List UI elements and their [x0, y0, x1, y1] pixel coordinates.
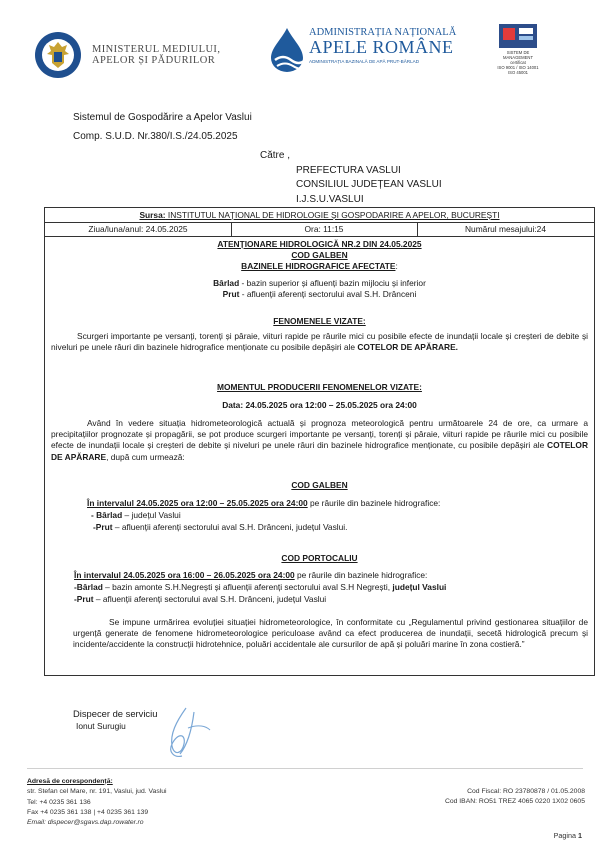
address-line: str. Stefan cel Mare, nr. 191, Vaslui, jud. Vaslui: [27, 788, 167, 796]
recipient-item: PREFECTURA VASLUI: [296, 165, 401, 176]
iso-line: certificat: [510, 60, 526, 65]
situation-text: [51, 418, 588, 463]
source-label: Sursa:: [139, 210, 166, 220]
yellow-item-name: - Bârlad: [91, 510, 123, 520]
ministry-line1: MINISTERUL MEDIULUI,: [92, 44, 221, 55]
footer-address: [27, 777, 167, 828]
yellow-interval-rest: pe râurile din bazinele hidrografice:: [307, 498, 441, 508]
yellow-interval: În intervalul 24.05.2025 ora 12:00 – 25.05.2025 ora 24:00: [87, 498, 308, 508]
orange-interval: În intervalul 24.05.2025 ora 16:00 – 26.05.2025 ora 24:00: [74, 570, 295, 580]
iso-line: ISO 45001: [507, 70, 529, 75]
footer-fiscal: [445, 787, 585, 808]
closing-text: Se impune urmărirea evoluției situației hidrometeorologice, în conformitate cu „Regulamentul privind gestionarea situațiilor de urgență generate de fenomene hidrometeorologice periculoase având ca efect producerea de inundații, secetă hidrologică precum și incidente/accidente la construcții hidrotehnice, poluări accidentale ale cursurilor de apă și poluări marine în zona costieră.”: [73, 617, 588, 650]
basin-desc: - afluenții aferenți sectorului aval S.H. Drânceni: [239, 289, 417, 299]
warning-code: COD GALBEN: [291, 250, 348, 260]
basin-item: [45, 278, 594, 288]
iso-line: ISO 9001 / ISO 14001: [497, 65, 539, 70]
email-link[interactable]: Email: dispecer@sgavs.dap.rowater.ro: [27, 819, 144, 827]
footer-separator: [27, 768, 583, 769]
orange-interval-row: [74, 570, 427, 580]
situation-body: Având în vedere situația hidrometeorologică actuală și prognoza meteorologică pentru următoarele 24 de ore, ca urmare a precipitațiilor prognozate și propagării, se pot produce scurgeri importante pe versanți, torenți și pâraie, viituri rapide pe râurile mici cu posibile efecte de inundații locale și creșteri de debite și niveluri pe unele râuri din bazinele hidrografice menționate, cu posibile depășiri ale: [51, 418, 588, 451]
basin-desc: - bazin superior și afluenți bazin mijlociu și inferior: [239, 278, 426, 288]
moment-heading: MOMENTUL PRODUCERII FENOMENELOR VIZATE:: [217, 382, 422, 392]
fax-line: Fax +4 0235 361 138 | +4 0235 361 139: [27, 808, 149, 816]
moment-date: Data: 24.05.2025 ora 12:00 – 25.05.2025 ora 24:00: [222, 400, 417, 410]
yellow-item-name: -Prut: [93, 522, 113, 532]
orange-interval-rest: pe râurile din bazinele hidrografice:: [294, 570, 428, 580]
time-cell: Ora: 11:15: [304, 224, 344, 234]
situation-bold: COTELOR DE APĂRARE: [51, 440, 588, 462]
iso-text: [494, 50, 542, 75]
warning-box: [44, 207, 595, 676]
page-label: Pagina: [553, 831, 578, 840]
ministry-name: [92, 44, 220, 66]
date-cell: Ziua/luna/anul: 24.05.2025: [88, 224, 188, 234]
orange-item: [74, 594, 326, 604]
source-row: [45, 210, 594, 220]
signature-role: Dispecer de serviciu: [73, 708, 158, 719]
orange-code-heading: COD PORTOCALIU: [281, 553, 358, 563]
situation-end: , după cum urmează:: [106, 451, 185, 462]
basins-heading-row: [45, 261, 594, 271]
orange-item-bold: județul Vaslui: [392, 582, 447, 592]
orange-item-desc: – afluenții aferenți sectorului aval S.H. Drânceni, județul Vaslui: [93, 594, 327, 604]
basin-item: [45, 289, 594, 299]
orange-item-name: -Prut: [74, 594, 94, 604]
address-heading: Adresă de corespondență:: [27, 778, 113, 785]
recipient-item: I.J.S.U.VASLUI: [296, 194, 364, 205]
message-number-cell: Numărul mesajului:24: [465, 224, 546, 234]
yellow-code-heading: COD GALBEN: [291, 480, 348, 490]
page-number: [554, 831, 582, 840]
sender-comp-number: Comp. S.U.D. Nr.380/I.S./24.05.2025: [73, 131, 238, 142]
government-crest-logo: [34, 31, 82, 79]
anar-line3: ADMINISTRAȚIA BAZINALĂ DE APĂ PRUT-BÂRLAD: [309, 59, 420, 64]
yellow-item-desc: – afluenții aferenți sectorului aval S.H. Drânceni, județul Vaslui.: [112, 522, 348, 532]
source-value: INSTITUTUL NAȚIONAL DE HIDROLOGIE ȘI GOSPODARIRE A APELOR, BUCUREȘTI: [165, 210, 500, 220]
iso-line: SISTEM DE MANAGEMENT: [502, 50, 533, 60]
orange-item: [74, 582, 446, 592]
sender-org: Sistemul de Gospodărire a Apelor Vaslui: [73, 112, 252, 123]
phone-line: Tel: +4 0235 361 136: [27, 798, 91, 806]
fiscal-code: Cod Fiscal: RO 23780878 / 01.05.2008: [467, 788, 585, 795]
water-drop-logo: [265, 26, 307, 74]
anar-line1: ADMINISTRAȚIA NAȚIONALĂ: [309, 27, 457, 38]
recipients-label: Către ,: [260, 150, 291, 161]
orange-item-desc: – bazin amonte S.H.Negrești și afluenții aferenți sectorului aval S.H Negrești,: [102, 582, 393, 592]
warning-title: ATENȚIONARE HIDROLOGICĂ NR.2 DIN 24.05.2025: [217, 239, 422, 249]
phenomena-text: [51, 331, 588, 353]
signature-name: Ionut Surugiu: [76, 721, 126, 731]
yellow-item-desc: – județul Vaslui: [122, 510, 181, 520]
basin-name: Prut: [222, 289, 240, 299]
orange-item-name: -Bârlad: [74, 582, 103, 592]
yellow-item: [91, 510, 181, 520]
basins-heading: BAZINELE HIDROGRAFICE AFECTATE: [241, 261, 396, 271]
yellow-item: [93, 522, 347, 532]
page-value: 1: [578, 831, 582, 840]
handwritten-signature: [158, 704, 216, 767]
iban-code: Cod IBAN: RO51 TREZ 4065 0220 1X02 0605: [444, 798, 585, 806]
phenomena-bold: COTELOR DE APĂRARE.: [357, 342, 459, 353]
basin-name: Bârlad: [213, 278, 240, 288]
ministry-line2: APELOR ȘI PĂDURILOR: [92, 55, 216, 66]
anar-line2: APELE ROMÂNE: [309, 37, 454, 57]
recipient-item: CONSILIUL JUDEȚEAN VASLUI: [296, 179, 442, 190]
phenomena-heading: FENOMENELE VIZATE:: [273, 316, 366, 326]
yellow-interval-row: [87, 498, 440, 508]
phenomena-body: Scurgeri importante pe versanți, torenți și pâraie, viituri rapide pe râurile mici cu posibile efecte de inundații locale și creșteri de debite și niveluri pe unele râuri din bazinele hidrografice menționate cu posibile depășiri ale: [51, 331, 588, 353]
basins-colon: :: [395, 261, 398, 271]
